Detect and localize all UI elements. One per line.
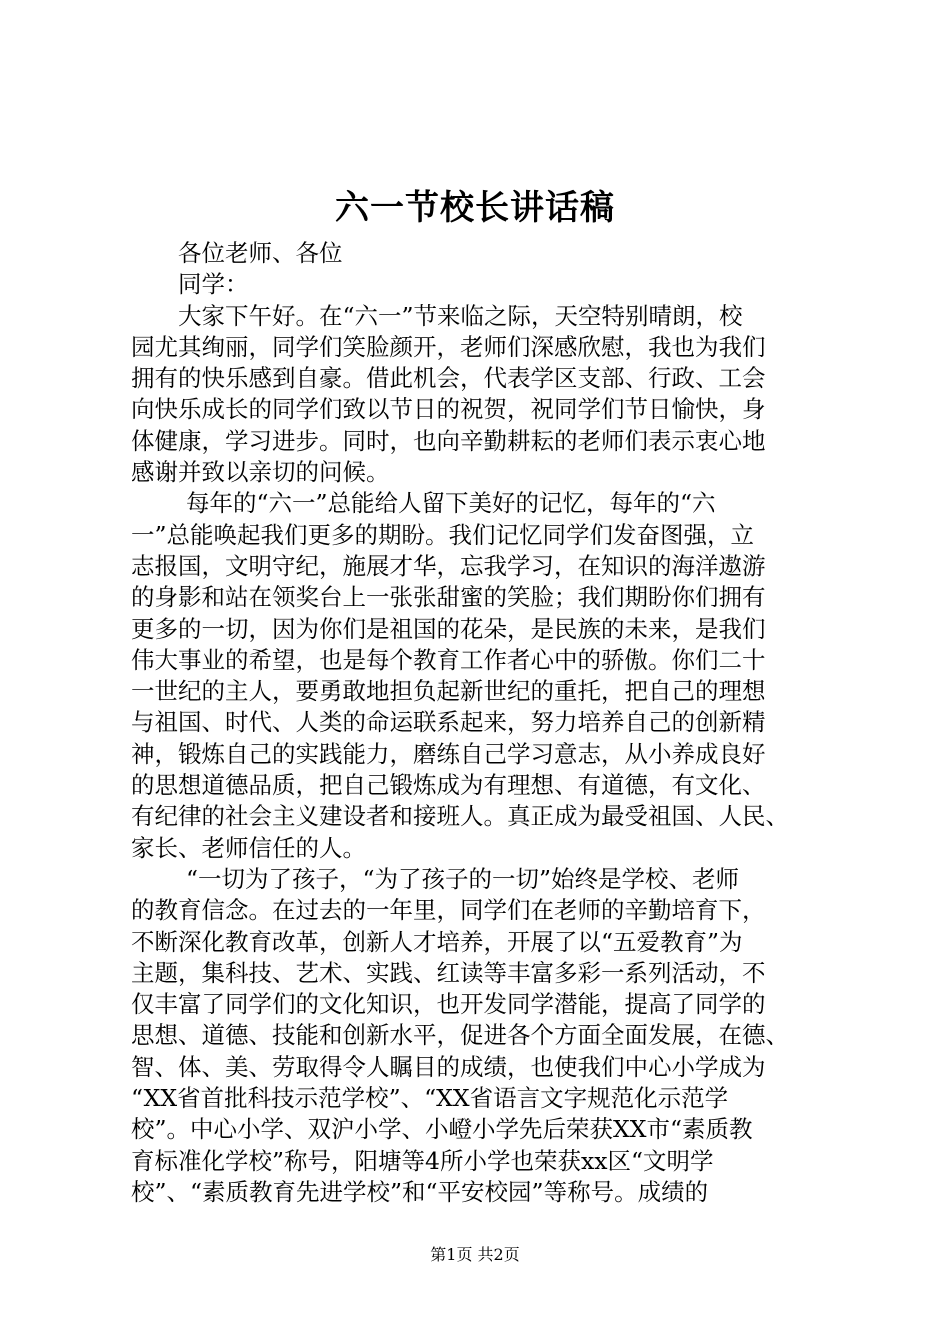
paragraph-line: 仅丰富了同学们的文化知识，也开发同学潜能，提高了同学的 xyxy=(131,990,766,1019)
paragraph-line: 志报国，文明守纪，施展才华，忘我学习，在知识的海洋遨游 xyxy=(131,551,766,580)
paragraph-line: 一”总能唤起我们更多的期盼。我们记忆同学们发奋图强，立 xyxy=(131,520,755,549)
paragraph-line: 拥有的快乐感到自豪。借此机会，代表学区支部、行政、工会 xyxy=(131,364,766,393)
paragraph-line: 与祖国、时代、人类的命运联系起来，努力培养自己的创新精 xyxy=(131,708,766,737)
paragraph-line: 智、体、美、劳取得令人瞩目的成绩，也使我们中心小学成为 xyxy=(131,1052,766,1081)
salutation-line: 同学： xyxy=(178,270,249,299)
paragraph-line: 思想、道德、技能和创新水平，促进各个方面全面发展，在德、 xyxy=(131,1021,789,1050)
paragraph-line: 伟大事业的希望，也是每个教育工作者心中的骄傲。你们二十 xyxy=(131,645,766,674)
paragraph-line: 园尤其绚丽，同学们笑脸颜开，老师们深感欣慰，我也为我们 xyxy=(131,332,766,361)
document-title: 六一节校长讲话稿 xyxy=(335,188,615,228)
paragraph-line: 育标准化学校”称号，阳塘等4所小学也荣获xx区“文明学 xyxy=(131,1146,714,1175)
paragraph-line: 向快乐成长的同学们致以节日的祝贺，祝同学们节日愉快，身 xyxy=(131,395,766,424)
salutation-line: 各位老师、各位 xyxy=(178,239,343,267)
paragraph-line: 的教育信念。在过去的一年里，同学们在老师的辛勤培育下， xyxy=(131,896,766,925)
paragraph-line: 感谢并致以亲切的问候。 xyxy=(131,458,390,487)
paragraph-line: 一世纪的主人，要勇敢地担负起新世纪的重托，把自己的理想 xyxy=(131,677,766,706)
paragraph-line: 的思想道德品质，把自己锻炼成为有理想、有道德，有文化、 xyxy=(131,771,766,800)
paragraph-line: 不断深化教育改革，创新人才培养，开展了以“五爱教育”为 xyxy=(131,927,743,956)
paragraph-line: 体健康，学习进步。同时，也向辛勤耕耘的老师们表示衷心地 xyxy=(131,426,766,455)
paragraph-line: 校”、“素质教育先进学校”和“平安校园”等称号。成绩的 xyxy=(131,1177,709,1206)
paragraph-line: 更多的一切，因为你们是祖国的花朵，是民族的未来，是我们 xyxy=(131,614,766,643)
paragraph-line: 每年的“六一”总能给人留下美好的记忆，每年的“六 xyxy=(186,489,716,518)
document-body xyxy=(131,238,831,1208)
paragraph-line: “XX省首批科技示范学校”、“XX省语言文字规范化示范学 xyxy=(131,1084,729,1113)
paragraph-line: “一切为了孩子，“为了孩子的一切”始终是学校、老师 xyxy=(186,864,740,893)
page-footer: 第1页 共2页 xyxy=(430,1245,520,1264)
paragraph-line: 家长、老师信任的人。 xyxy=(131,833,366,862)
paragraph-line: 的身影和站在领奖台上一张张甜蜜的笑脸；我们期盼你们拥有 xyxy=(131,583,766,612)
paragraph-line: 神，锻炼自己的实践能力，磨练自己学习意志，从小养成良好 xyxy=(131,739,766,768)
paragraph-line: 大家下午好。在“六一”节来临之际，天空特别晴朗，校 xyxy=(178,301,743,330)
paragraph-line: 校”。中心小学、双沪小学、小嶝小学先后荣获XX市“素质教 xyxy=(131,1115,753,1144)
paragraph-line: 有纪律的社会主义建设者和接班人。真正成为最受祖国、人民、 xyxy=(131,802,789,831)
paragraph-line: 主题，集科技、艺术、实践、红读等丰富多彩一系列活动，不 xyxy=(131,958,766,987)
